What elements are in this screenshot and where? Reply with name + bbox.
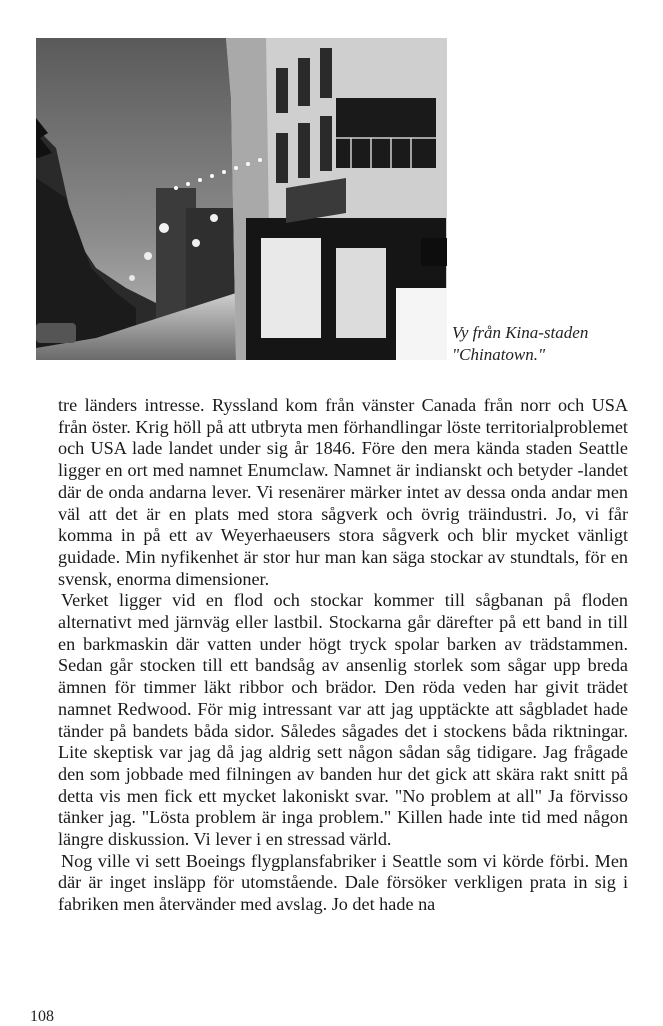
chinatown-photo — [36, 38, 447, 360]
paragraph: Verket ligger vid en flod och stockar kommer till sågbanan på floden alternativt med järnväg eller lastbil. Stockarna går därefter på ett band in till en barkmaskin där vatten under högt tryck spolar barken av trädstammen. Sedan går stocken till ett bandsåg av ansenlig storlek som sågar upp breda ämnen för timmer läkt ribbor och brädor. Den röda veden har givit trädet namnet Redwood. För mig intressant var att jag upptäckte att sågbladet hade tänder på bandets båda sidor. Således sågades det i stockens båda riktningar. Lite skeptisk var jag då jag aldrig sett någon sådan såg tidigare. Jag frågade den som jobbade med filningen av banden hur det gick att skära rakt snitt på detta vis men fick ett mycket lakoniskt svar. "No problem at all" Ja förvisso tänker jag. "Lösta problem är inga problem." Killen hade inte tid med någon längre diskussion. Vi lever i en stressad värld. — [58, 590, 628, 850]
caption-line-1: Vy från Kina-staden — [452, 323, 589, 342]
paragraph: tre länders intresse. Ryssland kom från vänster Canada från norr och USA från öster. Krig höll på att utbryta men förhandlingar löste territorialproblemet och USA lade landet under sig år 1846. Före den mera kända staden Seattle ligger en ort med namnet Enumclaw. Namnet är indianskt och betyder -landet där de onda andarna lever. Vi resenärer märker intet av dessa onda andar men väl att det är en plats med stora sågverk och övrig träindustri. Jo, vi får komma in på ett av Weyerhaeusers stora sågverk och blir mycket vänligt guidade. Min nyfikenhet är stor hur man kan säga stockar av stundtals, för en svensk, enorma dimensioner. — [58, 395, 628, 589]
photo-caption — [452, 322, 588, 366]
body-text — [58, 395, 628, 916]
page-number: 108 — [30, 1008, 54, 1025]
paragraph: Nog ville vi sett Boeings flygplansfabriker i Seattle som vi körde förbi. Men där är inget insläpp för utomstående. Dale försöker verkligen prata in sig i fabriken men återvänder med avslag. Jo det hade na — [58, 850, 628, 915]
caption-line-2: "Chinatown." — [452, 345, 546, 364]
